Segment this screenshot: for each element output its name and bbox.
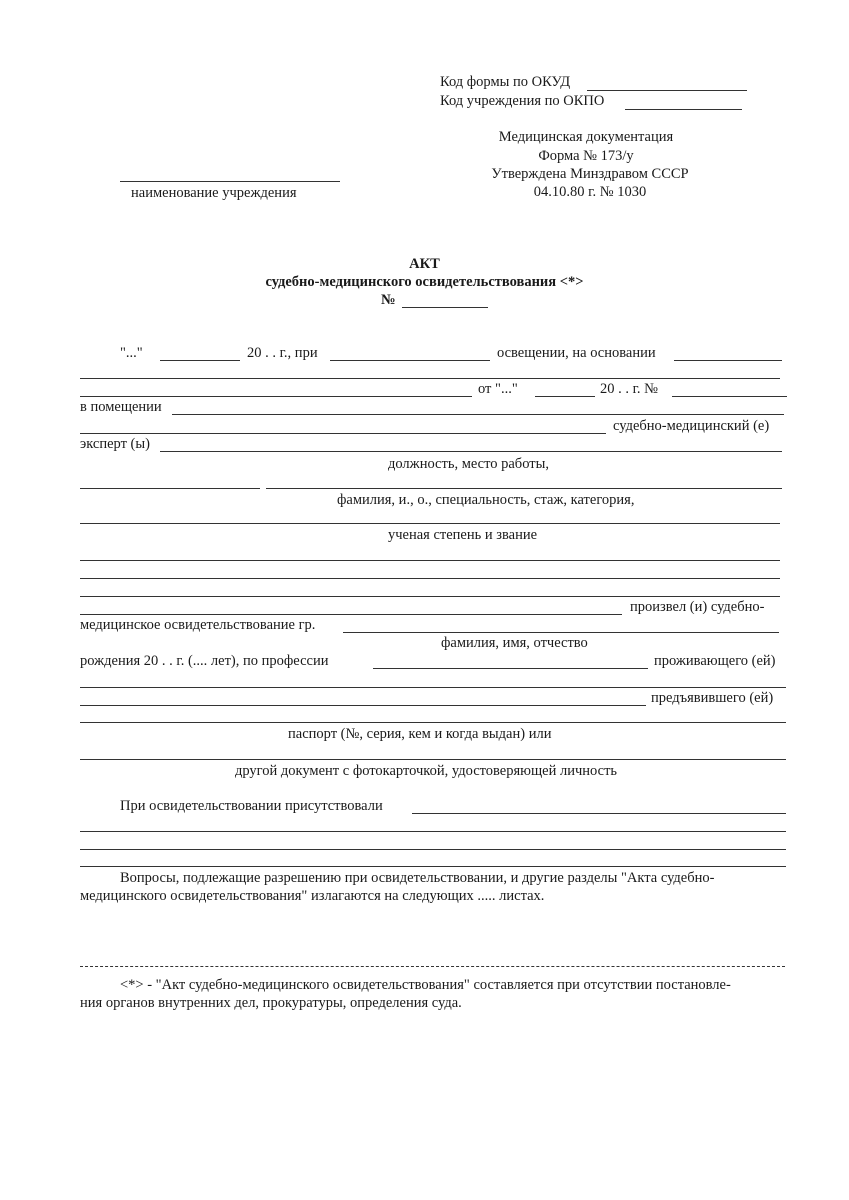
address-line-2[interactable] [80,705,646,706]
footnote-line-2: ния органов внутренних дел, прокуратуры, определения суда. [80,995,462,1011]
date-month-field[interactable] [160,360,240,361]
doc-number-field[interactable] [672,396,787,397]
lighting-basis-label: освещении, на основании [497,345,656,361]
expert-line-2a[interactable] [80,488,260,489]
caption-fio: фамилия, имя, отчество [441,635,588,651]
act-number-label: № [381,292,396,308]
caption-other-doc: другой документ с фотокарточкой, удостоверяющей личность [235,763,618,779]
year-no-label: 20 . . г. № [600,381,659,397]
premises-line-2[interactable] [80,433,606,434]
present-field[interactable] [412,813,786,814]
form-number: Форма № 173/у [538,148,634,164]
doc-title: АКТ [409,256,440,272]
okud-field[interactable] [587,90,747,91]
expert-line-2b[interactable] [266,488,782,489]
caption-position: должность, место работы, [388,456,549,472]
caption-passport: паспорт (№, серия, кем и когда выдан) или [288,726,552,742]
blank-line-4[interactable] [80,614,622,615]
approved-date: 04.10.80 г. № 1030 [533,184,647,200]
citizen-name-field[interactable] [343,632,779,633]
institution-field[interactable] [120,181,340,182]
med-doc-label: Медицинская документация [498,129,674,145]
blank-line-3[interactable] [80,596,780,597]
date-quote: "..." [120,345,143,361]
medical-exam-label: медицинское освидетельствование гр. [80,617,316,633]
lighting-field[interactable] [330,360,490,361]
year-at-label: 20 . . г., при [247,345,318,361]
institution-caption: наименование учреждения [131,185,297,201]
from-date-label: от "..." [478,381,518,397]
expert-line-3[interactable] [80,523,780,524]
basis-line-3[interactable] [80,396,472,397]
okpo-label: Код учреждения по ОКПО [440,93,605,109]
basis-field[interactable] [674,360,782,361]
approved-label: Утверждена Минздравом СССР [491,166,689,182]
expert-field[interactable] [160,451,782,452]
birth-profession-label: рождения 20 . . г. (.... лет), по профессии [80,653,329,669]
present-line-4[interactable] [80,866,786,867]
blank-line-2[interactable] [80,578,780,579]
conducted-label: произвел (и) судебно- [630,599,765,615]
doc-subtitle: судебно-медицинского освидетельствования <*> [265,274,584,290]
present-line-3[interactable] [80,849,786,850]
address-line-1[interactable] [80,687,786,688]
other-doc-field[interactable] [80,759,786,760]
presented-label: предъявившего (ей) [651,690,774,706]
blank-line-1[interactable] [80,560,780,561]
premises-field[interactable] [172,414,784,415]
basis-line-2[interactable] [80,378,780,379]
from-date-field[interactable] [535,396,595,397]
act-number-field[interactable] [402,307,488,308]
okpo-field[interactable] [625,109,742,110]
questions-line-2: медицинского освидетельствования" излагаются на следующих ..... листах. [80,888,545,904]
passport-field[interactable] [80,722,786,723]
expert-label: эксперт (ы) [80,436,150,452]
footnote-line-1: <*> - "Акт судебно-медицинского освидетельствования" составляется при отсутствии постановле- [120,977,731,993]
okud-label: Код формы по ОКУД [440,74,571,90]
present-during-label: При освидетельствовании присутствовали [120,798,383,814]
caption-name: фамилия, и., о., специальность, стаж, категория, [337,492,635,508]
questions-line-1: Вопросы, подлежащие разрешению при освидетельствовании, и другие разделы "Акта судебно- [120,870,715,886]
residing-label: проживающего (ей) [654,653,776,669]
present-line-2[interactable] [80,831,786,832]
forensic-expert-label: судебно-медицинский (е) [613,418,770,434]
premises-label: в помещении [80,399,162,415]
caption-degree: ученая степень и звание [388,527,538,543]
footnote-divider [80,966,785,967]
profession-field[interactable] [373,668,648,669]
